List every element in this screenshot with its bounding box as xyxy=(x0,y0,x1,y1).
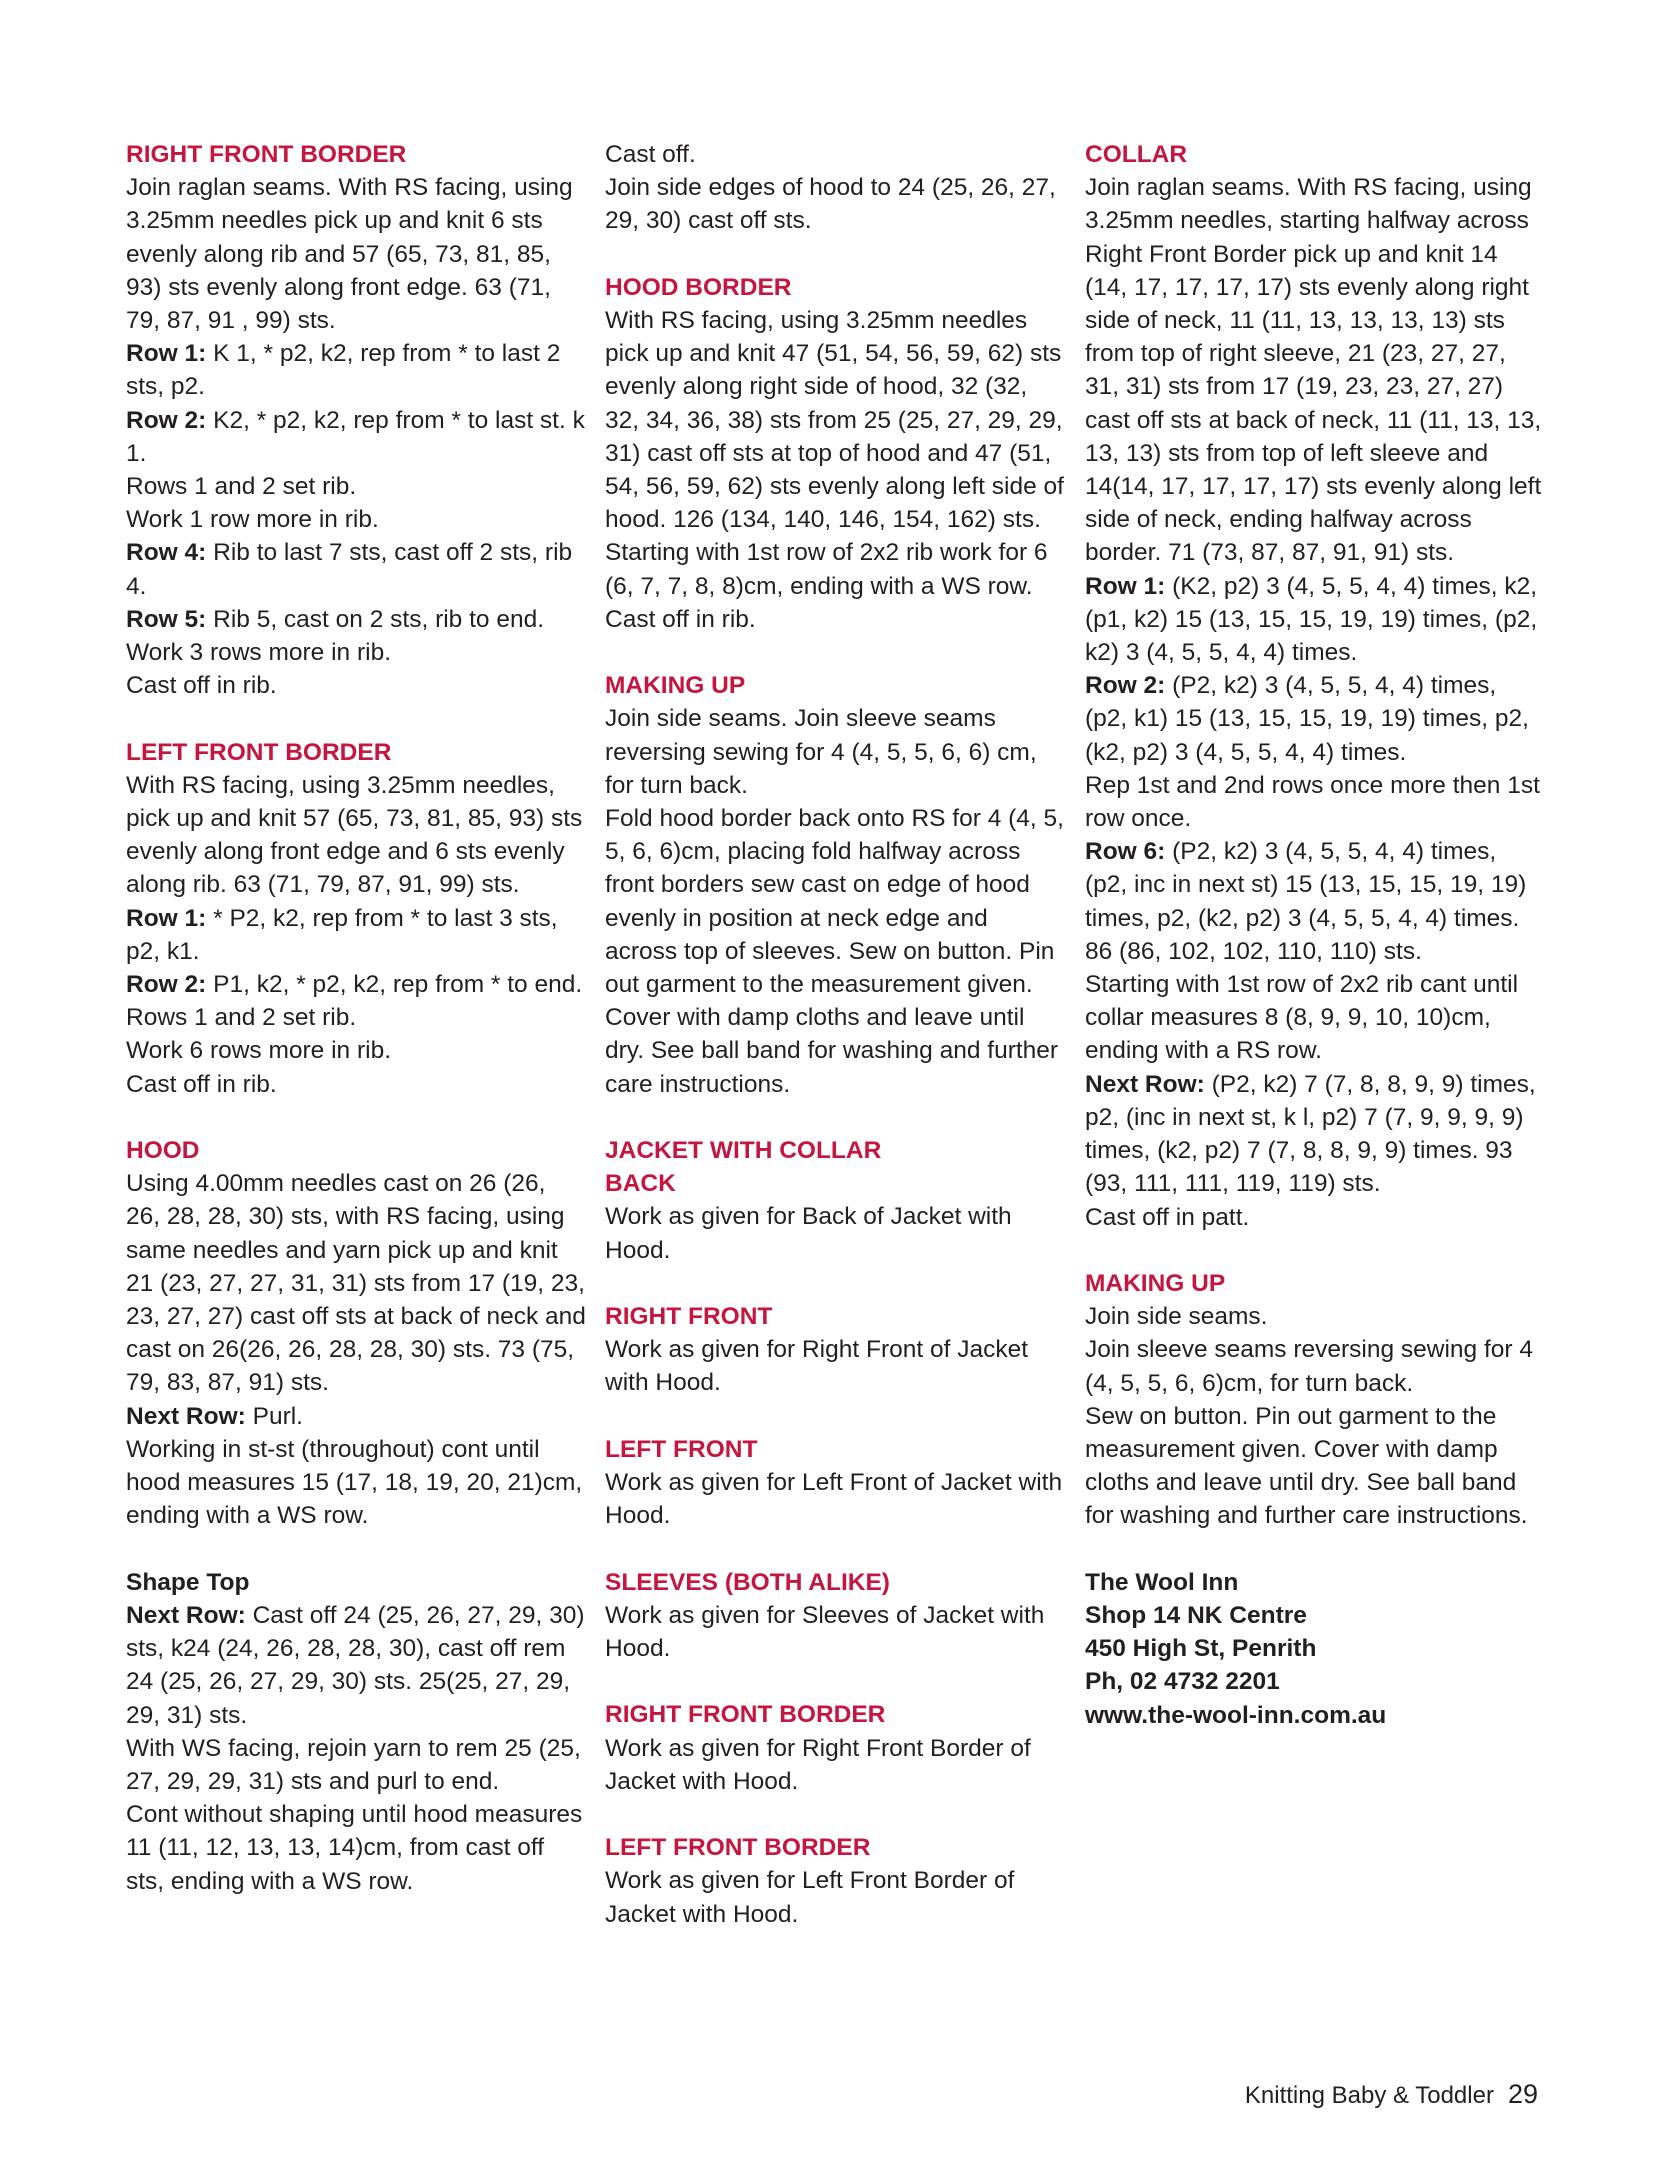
paragraph: Work as given for Back of Jacket with Hood. xyxy=(605,1203,1012,1264)
store-name: The Wool Inn xyxy=(1085,1568,1239,1596)
spacer xyxy=(605,636,1065,669)
paragraph: Join side seams. Join sleeve seams reversing sewing for 4 (4, 5, 5, 6, 6) cm, for turn back. xyxy=(605,705,1037,799)
row-instruction xyxy=(1085,835,1545,968)
paragraph: Work 6 rows more in rib. xyxy=(126,1037,392,1065)
store-street: 450 High St, Penrith xyxy=(1085,1635,1317,1663)
row-text: K 1, * p2, k2, rep from * to last 2 sts, p2. xyxy=(126,340,561,401)
paragraph: Sew on button. Pin out garment to the measurement given. Cover with damp cloths and leave until dry. See ball band for washing and further care instructions. xyxy=(1085,1402,1528,1530)
paragraph: Work as given for Right Front of Jacket with Hood. xyxy=(605,1336,1029,1397)
spacer xyxy=(605,1267,1065,1300)
row-label: Row 1: xyxy=(1085,572,1166,600)
row-instruction xyxy=(126,404,586,470)
paragraph: Starting with 1st row of 2x2 rib cant until collar measures 8 (8, 9, 9, 10, 10)cm, ending with a RS row. xyxy=(1085,971,1519,1065)
row-instruction xyxy=(126,1599,586,1732)
row-text: (P2, k2) 3 (4, 5, 5, 4, 4) times, (p2, k1) 15 (13, 15, 15, 19, 19) times, p2, (k2, p2) 3 (4, 5, 5, 4, 4) times. xyxy=(1085,672,1529,766)
paragraph: Cast off. xyxy=(605,141,696,168)
row-text: (P2, k2) 3 (4, 5, 5, 4, 4) times, (p2, inc in next st) 15 (13, 15, 15, 19, 19) times, p2, (k2, p2) 3 (4, 5, 5, 4, 4) times. 86 (86, 102, 102, 110, 110) sts. xyxy=(1085,838,1527,965)
hood-heading: HOOD xyxy=(126,1137,200,1165)
paragraph: Work as given for Sleeves of Jacket with Hood. xyxy=(605,1601,1045,1663)
paragraph: Work 3 rows more in rib. xyxy=(126,639,392,667)
spacer xyxy=(605,1532,1065,1565)
row-text: (P2, k2) 7 (7, 8, 8, 9, 9) times, p2, (inc in next st, k l, p2) 7 (7, 9, 9, 9, 9) times, (k2, p2) 7 (7, 8, 8, 9, 9) times. 93 (93, 111, 111, 119, 119) sts. xyxy=(1085,1070,1536,1198)
page-number: 29 xyxy=(1507,2079,1538,2109)
row-text: P1, k2, * p2, k2, rep from * to end. xyxy=(206,971,583,999)
row-text: * P2, k2, rep from * to last 3 sts, p2, k1. xyxy=(126,904,558,965)
row-instruction xyxy=(126,902,586,968)
row-label: Row 2: xyxy=(126,971,207,999)
right-front-border-heading: RIGHT FRONT BORDER xyxy=(605,1701,886,1729)
spacer xyxy=(605,1101,1065,1134)
row-text: K2, * p2, k2, rep from * to last st. k 1. xyxy=(126,406,585,467)
paragraph: Cont without shaping until hood measures 11 (11, 12, 13, 13, 14)cm, from cast off sts, ending with a WS row. xyxy=(126,1801,583,1895)
row-text: Cast off 24 (25, 26, 27, 29, 30) sts, k24 (24, 26, 28, 28, 30), cast off rem 24 (25, 26, 27, 29, 30) sts. 25(25, 27, 29, 29, 31) sts. xyxy=(126,1601,585,1729)
row-text: Rib to last 7 sts, cast off 2 sts, rib 4. xyxy=(126,539,573,600)
row-text: (K2, p2) 3 (4, 5, 5, 4, 4) times, k2, (p1, k2) 15 (13, 15, 15, 19, 19) times, (p2, k2) 3 (4, 5, 5, 4, 4) times. xyxy=(1085,572,1538,667)
spacer xyxy=(605,1400,1065,1433)
shape-top-heading: Shape Top xyxy=(126,1568,250,1596)
right-front-heading: RIGHT FRONT xyxy=(605,1303,773,1331)
back-heading: BACK xyxy=(605,1170,676,1198)
paragraph: Work as given for Left Front of Jacket with Hood. xyxy=(605,1469,1063,1530)
paragraph: Fold hood border back onto RS for 4 (4, 5, 5, 6, 6)cm, placing fold halfway across front borders sew cast on edge of hood evenly in position at neck edge and across top of sleeves. Sew on button. Pin out garment to the measurement given. Cover with damp cloths and leave until dry. See ball band for washing and further care instructions. xyxy=(605,805,1064,1098)
paragraph: Cast off in patt. xyxy=(1085,1203,1250,1231)
row-label: Next Row: xyxy=(126,1601,246,1629)
store-address xyxy=(1085,1566,1545,1732)
spacer xyxy=(1085,1533,1545,1566)
spacer xyxy=(126,702,586,735)
row-label: Row 2: xyxy=(126,406,207,434)
paragraph: Rows 1 and 2 set rib. xyxy=(126,473,357,501)
column-right xyxy=(1085,138,1545,1732)
row-text: Purl. xyxy=(245,1402,303,1430)
paragraph: Using 4.00mm needles cast on 26 (26, 26, 28, 28, 30) sts, with RS facing, using same needles and yarn pick up and knit 21 (23, 27, 27, 31, 31) sts from 17 (19, 23, 23, 27, 27) cast off sts at back of neck and cast on 26(26, 26, 28, 28, 30) sts. 73 (75, 79, 83, 87, 91) sts. xyxy=(126,1170,586,1397)
publication-title: Knitting Baby & Toddler xyxy=(1244,2082,1494,2109)
left-front-heading: LEFT FRONT xyxy=(605,1435,758,1463)
row-instruction xyxy=(126,1400,586,1433)
row-instruction xyxy=(126,603,586,636)
page-footer xyxy=(1245,2079,1538,2110)
paragraph: Starting with 1st row of 2x2 rib work for 6 (6, 7, 7, 8, 8)cm, ending with a WS row. Cast off in rib. xyxy=(605,539,1048,633)
row-label: Row 4: xyxy=(126,539,207,567)
paragraph: Rows 1 and 2 set rib. xyxy=(126,1004,357,1032)
making-up-heading: MAKING UP xyxy=(605,672,746,700)
row-instruction xyxy=(1085,669,1545,769)
paragraph: With RS facing, using 3.25mm needles, pick up and knit 57 (65, 73, 81, 85, 93) sts evenly along front edge and 6 sts evenly along rib. 63 (71, 79, 87, 91, 99) sts. xyxy=(126,771,583,899)
store-shop: Shop 14 NK Centre xyxy=(1085,1601,1307,1629)
store-phone: Ph, 02 4732 2201 xyxy=(1085,1668,1280,1696)
paragraph: Join side seams. xyxy=(1085,1303,1268,1331)
collar-heading: COLLAR xyxy=(1085,141,1188,168)
row-instruction xyxy=(126,337,586,403)
sleeves-heading: SLEEVES (BOTH ALIKE) xyxy=(605,1568,890,1596)
row-text: Rib 5, cast on 2 sts, rib to end. xyxy=(206,605,545,633)
row-label: Next Row: xyxy=(126,1402,246,1430)
left-front-border-heading: LEFT FRONT BORDER xyxy=(605,1834,871,1862)
spacer xyxy=(605,1798,1065,1831)
row-instruction xyxy=(1085,570,1545,670)
paragraph: Work as given for Left Front Border of Jacket with Hood. xyxy=(605,1867,1015,1928)
row-instruction xyxy=(126,536,586,602)
spacer xyxy=(605,238,1065,271)
paragraph: Cast off in rib. xyxy=(126,672,277,700)
row-instruction xyxy=(1085,1068,1545,1201)
jacket-with-collar-heading: JACKET WITH COLLAR xyxy=(605,1137,882,1165)
paragraph: Join side edges of hood to 24 (25, 26, 27, 29, 30) cast off sts. xyxy=(605,174,1056,235)
paragraph: With RS facing, using 3.25mm needles pick up and knit 47 (51, 54, 56, 59, 62) sts evenly along right side of hood, 32 (32, 32, 34, 36, 38) sts from 25 (25, 27, 29, 29, 31) cast off sts at top of hood and 47 (51, 54, 56, 59, 62) sts evenly along left side of hood. 126 (134, 140, 146, 154, 162) sts. xyxy=(605,307,1064,534)
making-up-heading: MAKING UP xyxy=(1085,1269,1226,1297)
spacer xyxy=(126,1101,586,1134)
spacer xyxy=(605,1665,1065,1698)
store-website-link[interactable]: www.the-wool-inn.com.au xyxy=(1085,1701,1387,1729)
column-middle xyxy=(605,138,1065,1931)
paragraph: Work as given for Right Front Border of Jacket with Hood. xyxy=(605,1734,1031,1795)
hood-border-heading: HOOD BORDER xyxy=(605,273,792,301)
right-front-border-heading: RIGHT FRONT BORDER xyxy=(126,141,407,168)
paragraph: Rep 1st and 2nd rows once more then 1st row once. xyxy=(1085,771,1540,833)
row-label: Row 6: xyxy=(1085,838,1166,866)
paragraph: With WS facing, rejoin yarn to rem 25 (25, 27, 29, 29, 31) sts and purl to end. xyxy=(126,1734,581,1795)
row-label: Row 2: xyxy=(1085,672,1166,700)
paragraph: Join raglan seams. With RS facing, using 3.25mm needles pick up and knit 6 sts evenly along rib and 57 (65, 73, 81, 85, 93) sts evenly along front edge. 63 (71, 79, 87, 91 , 99) sts. xyxy=(126,174,573,335)
left-front-border-heading: LEFT FRONT BORDER xyxy=(126,738,392,766)
row-label: Row 5: xyxy=(126,605,207,633)
row-label: Row 1: xyxy=(126,904,207,932)
paragraph: Working in st-st (throughout) cont until hood measures 15 (17, 18, 19, 20, 21)cm, ending with a WS row. xyxy=(126,1435,583,1530)
row-label: Next Row: xyxy=(1085,1070,1205,1098)
row-instruction xyxy=(126,968,586,1001)
row-label: Row 1: xyxy=(126,340,207,368)
paragraph: Cast off in rib. xyxy=(126,1070,277,1098)
column-left xyxy=(126,138,586,1898)
paragraph: Join sleeve seams reversing sewing for 4 (4, 5, 5, 6, 6)cm, for turn back. xyxy=(1085,1336,1534,1397)
spacer xyxy=(126,1533,586,1566)
paragraph: Work 1 row more in rib. xyxy=(126,506,379,534)
paragraph: Join raglan seams. With RS facing, using 3.25mm needles, starting halfway across Right Front Border pick up and knit 14 (14, 17, 17, 17, 17) sts evenly along right side of neck, 11 (11, 13, 13, 13, 13) sts from top of right sleeve, 21 (23, 27, 27, 31, 31) sts from 17 (19, 23, 23, 27, 27) cast off sts at back of neck, 11 (11, 13, 13, 13, 13) sts from top of left sleeve and 14(14, 17, 17, 17, 17) sts evenly along left side of neck, ending halfway across border. 71 (73, 87, 87, 91, 91) sts. xyxy=(1085,174,1542,567)
spacer xyxy=(1085,1234,1545,1267)
